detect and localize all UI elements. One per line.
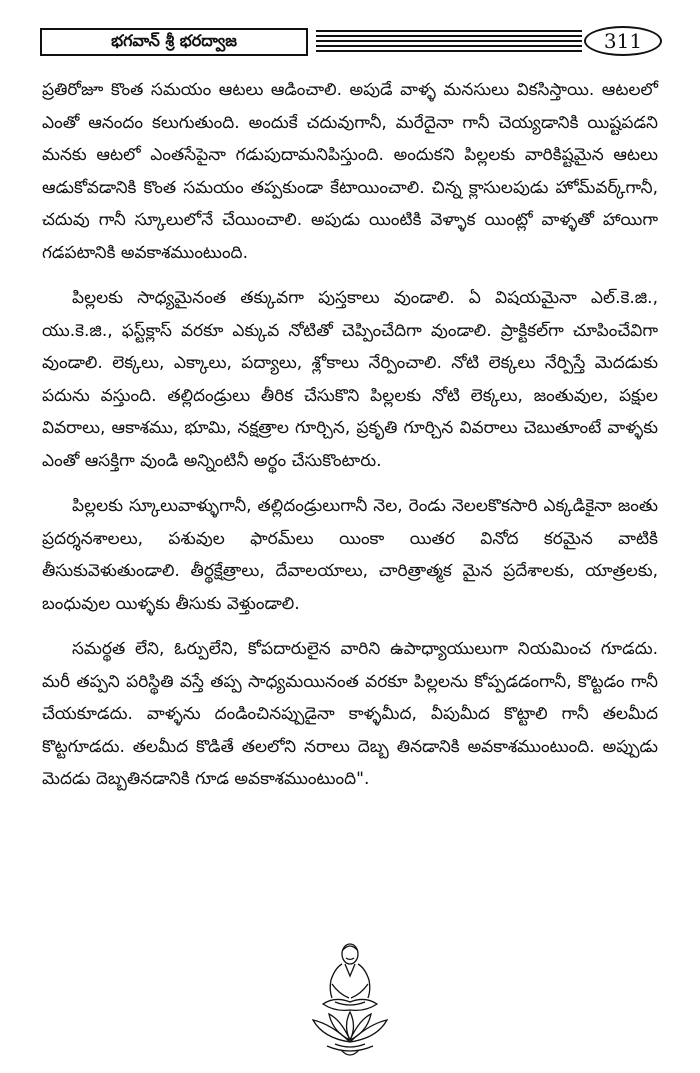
header-rule — [316, 50, 582, 52]
paragraph-2: పిల్లలకు సాధ్యమైనంత తక్కువగా పుస్తకాలు వుండాలి. ఏ విషయమైనా ఎల్.కె.జి., యు.కె.జి., ఫస్ట్‌క్లాస్ వరకూ ఎక్కువ నోటితో చెప్పించేదిగా వుండాలి. ప్రాక్టికల్‌గా చూపించేవిగా వుండాలి. లెక్కలు, ఎక్కాలు, పద్యాలు, శ్లోకాలు నేర్పించాలి. నోటి లెక్కలు నేర్పిస్తే మెదడుకు పదును వస్తుంది. తల్లిదండ్రులు తీరిక చేసుకొని పిల్లలకు నోటి లెక్కలు, జంతువుల, పక్షుల వివరాలు, ఆకాశము, భూమి, నక్షత్రాల గూర్చిన, ప్రకృతి గూర్చిన వివరాలు చెబుతూంటే వాళ్ళకు ఎంతో ఆసక్తిగా వుండి అన్నింటినీ అర్థం చేసుకొంటారు. — [42, 288, 658, 471]
book-title: భగవాన్ శ్రీ భరద్వాజ — [40, 28, 308, 56]
page-body — [42, 74, 658, 809]
header-rule — [316, 40, 582, 42]
seated-figure-on-lotus-icon — [305, 940, 395, 1062]
header-rule — [316, 30, 582, 32]
header-rule — [316, 45, 582, 47]
page-header — [40, 28, 662, 62]
header-rule — [316, 35, 582, 37]
paragraph-3: పిల్లలకు స్కూలువాళ్ళుగానీ, తల్లిదండ్రులుగానీ నెల, రెండు నెలలకొకసారి ఎక్కడికైనా జంతు ప్రదర్శనశాలలు, పశువుల ఫారమ్‌లు యింకా యితర వినోద కరమైన వాటికి తీసుకువెళుతుండాలి. తీర్థక్షేత్రాలు, దేవాలయాలు, చారిత్రాత్మక మైన ప్రదేశాలకు, యాత్రలకు, బంధువుల యిళ్ళకు తీసుకు వెళ్తుండాలి. — [42, 496, 658, 614]
paragraph-1: ప్రతిరోజూ కొంత సమయం ఆటలు ఆడించాలి. అపుడే వాళ్ళ మనసులు వికసిస్తాయి. ఆటలలో ఎంతో ఆనందం కలుగుతుంది. అందుకే చదువుగానీ, మరేదైనా గానీ చెయ్యడానికి యిష్టపడని మనకు ఆటలో ఎంతసేపైనా గడుపుదామనిపిస్తుంది. అందుకని పిల్లలకు వారికిష్టమైన ఆటలు ఆడుకోవడానికి కొంత సమయం తప్పకుండా కేటాయించాలి. చిన్న క్లాసులపుడు హోమ్‌వర్క్‌గానీ, చదువు గానీ స్కూలులోనే చేయించాలి. అపుడు యింటికి వెళ్ళాక యింట్లో వాళ్ళతో హాయిగా గడపటానికి అవకాశముంటుంది. — [42, 80, 658, 263]
paragraph-4: సమర్థత లేని, ఓర్పులేని, కోపదారులైన వారిని ఉపాధ్యాయులుగా నియమించ గూడదు. మరీ తప్పని పరిస్థితి వస్తే తప్ప సాధ్యమయినంత వరకూ పిల్లలను కోప్పడడంగానీ, కొట్టడం గానీ చేయకూడదు. వాళ్ళను దండించినప్పుడైనా కాళ్ళమీద, వీపుమీద కొట్టాలి గానీ తలమీద కొట్టగూడదు. తలమీద కొడితే తలలోని నరాలు దెబ్బ తినడానికి అవకాశముంటుంది. అప్పుడు మెదడు దెబ్బతినడానికి గూడ అవకాశముంటుంది". — [42, 639, 658, 789]
page-number: 311 — [584, 26, 662, 56]
